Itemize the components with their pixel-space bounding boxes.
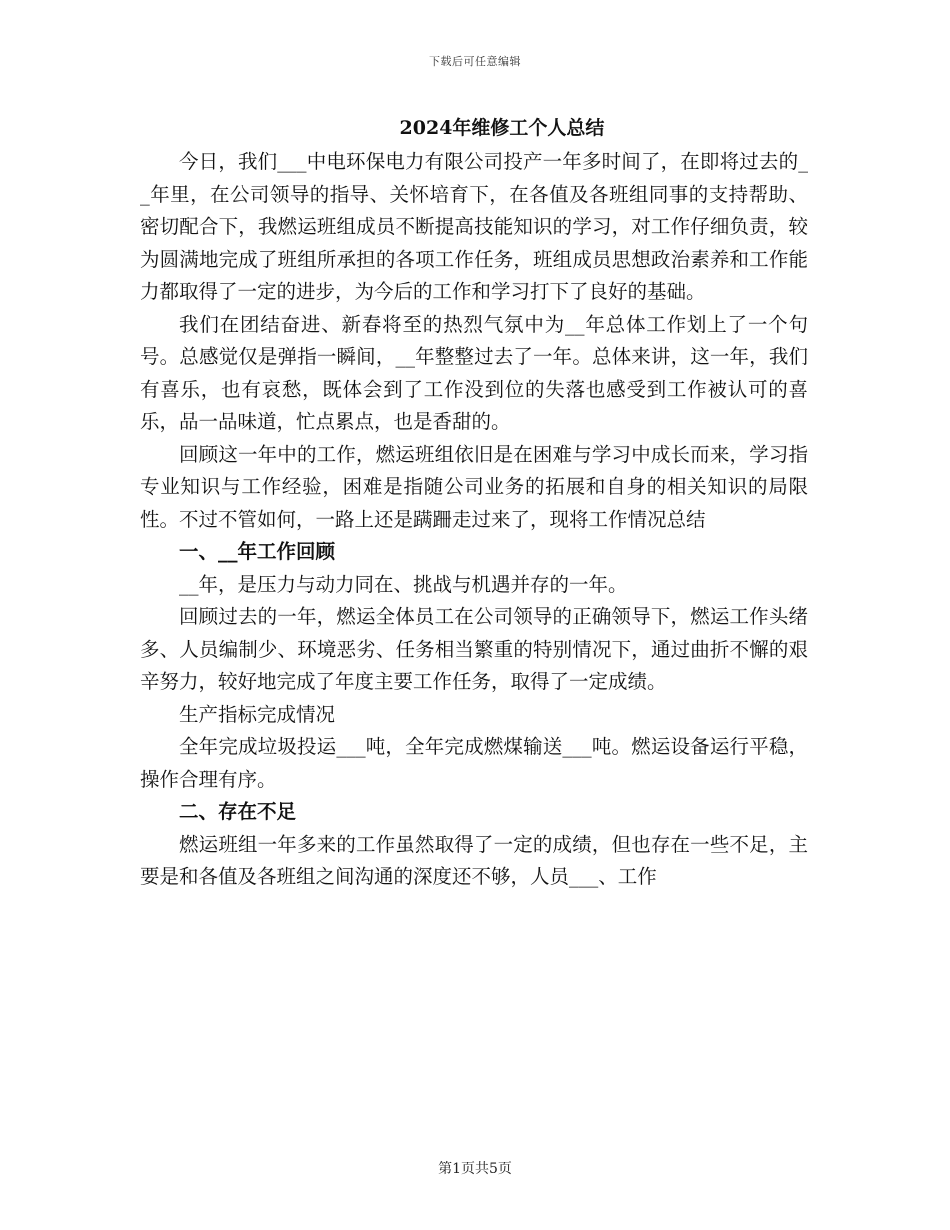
- document-title: 2024年维修工个人总结: [399, 117, 605, 139]
- page-number-footer: 第1页共5页: [438, 1161, 512, 1177]
- paragraph-review: 回顾这一年中的工作，燃运班组依旧是在困难与学习中成长而来，学习指专业知识与工作经验，困难是指随公司业务的拓展和自身的相关知识的局限性。不过不管如何，一路上还是蹒跚走过来了，现将工作情况总结: [140, 442, 808, 531]
- paragraph-indicators-label: 生产指标完成情况: [179, 702, 336, 726]
- document-body: [140, 112, 808, 894]
- section-heading-review: 一、__年工作回顾: [179, 540, 336, 563]
- header-note: 下载后可任意编辑: [429, 55, 521, 68]
- paragraph-shortcomings: 燃运班组一年多来的工作虽然取得了一定的成绩，但也存在一些不足，主要是和各值及各班组之间沟通的深度还不够，人员___、工作: [140, 832, 808, 888]
- paragraph-year: __年，是压力与动力同在、挑战与机遇并存的一年。: [179, 572, 628, 596]
- paragraph-achievements: 回顾过去的一年，燃运全体员工在公司领导的正确领导下，燃运工作头绪多、人员编制少、环境恶劣、任务相当繁重的特别情况下，通过曲折不懈的艰辛努力，较好地完成了年度主要工作任务，取得了一定成绩。: [140, 605, 808, 693]
- section-heading-shortcomings: 二、存在不足: [179, 800, 297, 823]
- paragraph-indicators: 全年完成垃圾投运___吨，全年完成燃煤输送___吨。燃运设备运行平稳，操作合理有序。: [140, 735, 808, 791]
- paragraph-intro: 今日，我们___中电环保电力有限公司投产一年多时间了，在即将过去的__年里，在公司领导的指导、关怀培育下，在各值及各班组同事的支持帮助、密切配合下，我燃运班组成员不断提高技能知识的学习，对工作仔细负责，较为圆满地完成了班组所承担的各项工作任务，班组成员思想政治素养和工作能力都取得了一定的进步，为今后的工作和学习打下了良好的基础。: [140, 150, 808, 303]
- paragraph-summary: 我们在团结奋进、新春将至的热烈气氛中为__年总体工作划上了一个句号。总感觉仅是弹指一瞬间，__年整整过去了一年。总体来讲，这一年，我们有喜乐，也有哀愁，既体会到了工作没到位的失落也感受到工作被认可的喜乐，品一品味道，忙点累点，也是香甜的。: [140, 312, 808, 433]
